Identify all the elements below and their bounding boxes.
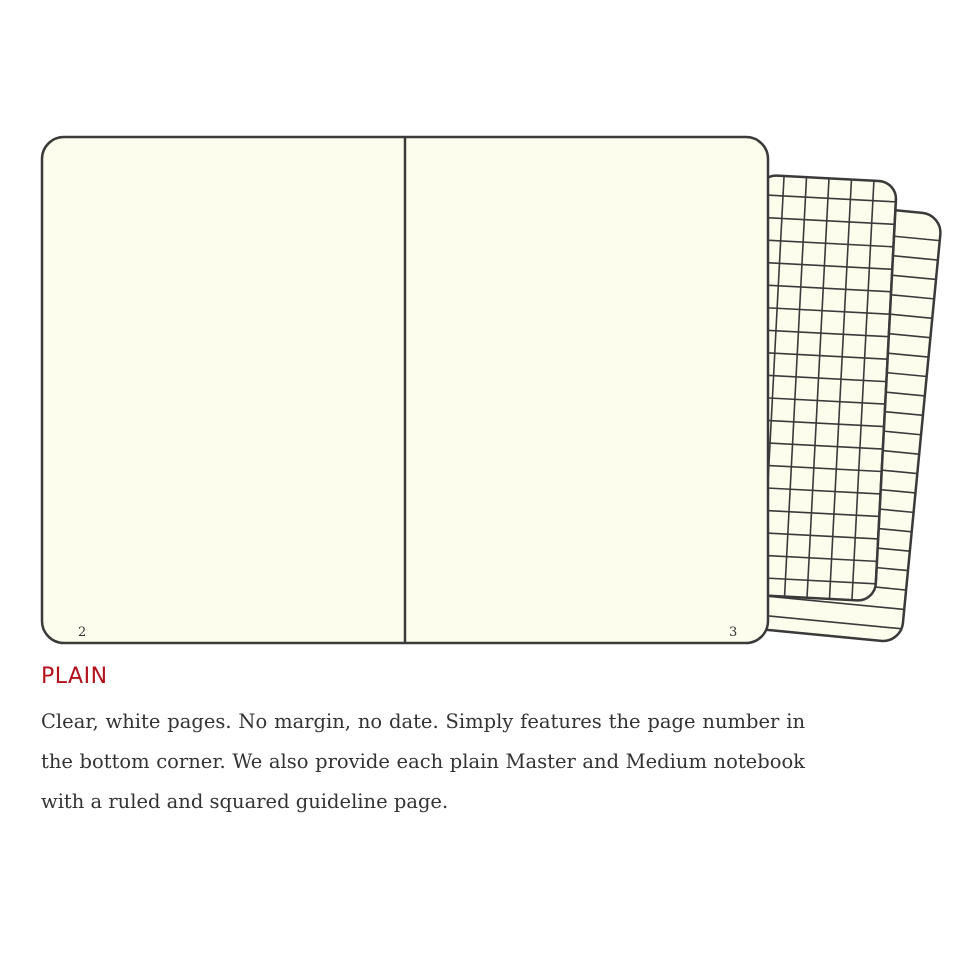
section-title: PLAIN (41, 664, 108, 689)
left-page-number: 2 (78, 625, 87, 640)
notebook-spread (42, 137, 768, 643)
right-page-number: 3 (729, 625, 738, 640)
section-description: Clear, white pages. No margin, no date. Simply features the page number in the bottom corner. We also provide each plain Master and Medium notebook with a ruled and squared guideline page. (41, 710, 805, 813)
